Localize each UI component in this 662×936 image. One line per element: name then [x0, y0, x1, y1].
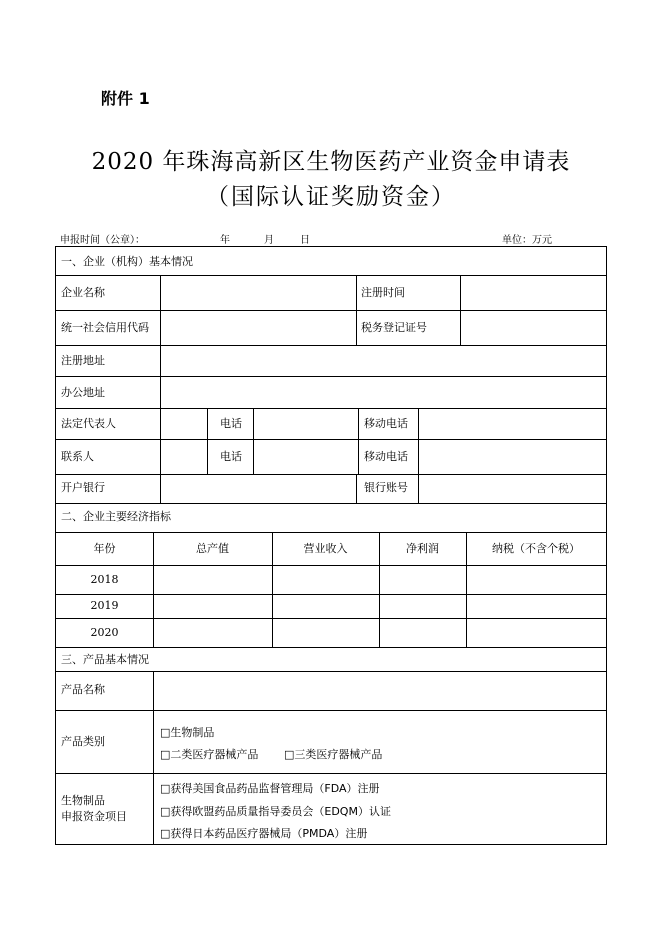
col-total-output: 总产值 — [196, 542, 229, 555]
contact-phone-label: 电话 — [220, 450, 242, 463]
month-label: 月 — [264, 235, 274, 246]
col-tax: 纳税（不含个税） — [492, 542, 580, 555]
credit-code-label: 统一社会信用代码 — [61, 321, 149, 334]
reg-address-label: 注册地址 — [61, 354, 105, 367]
col-year: 年份 — [93, 542, 116, 555]
form-subtitle: （国际认证奖励资金） — [206, 184, 456, 210]
legal-rep-label: 法定代表人 — [61, 417, 116, 430]
tax-reg-label: 税务登记证号 — [361, 321, 427, 334]
contact-label: 联系人 — [61, 450, 94, 463]
day-label: 日 — [300, 235, 310, 246]
option-edqm[interactable]: □获得欧盟药品质量指导委员会（EDQM）认证 — [160, 805, 391, 818]
option-class3-device[interactable]: □三类医疗器械产品 — [284, 748, 383, 761]
year-2018: 2018 — [90, 573, 119, 586]
report-time-label: 申报时间（公章）： — [60, 235, 145, 246]
col-net-profit: 净利润 — [406, 542, 439, 555]
option-biologics[interactable]: □生物制品 — [160, 726, 215, 739]
application-table — [55, 246, 607, 845]
legal-rep-phone-label: 电话 — [220, 417, 242, 430]
product-category-label: 产品类别 — [61, 735, 105, 748]
bio-project-label-line1: 生物制品 — [61, 794, 105, 807]
attachment-label: 附件 1 — [101, 89, 150, 108]
option-pmda[interactable]: □获得日本药品医疗器械局（PMDA）注册 — [160, 827, 368, 840]
form-title: 2020 年珠海高新区生物医药产业资金申请表 — [91, 149, 571, 175]
col-revenue: 营业收入 — [303, 542, 348, 555]
unit-label: 单位：万元 — [502, 235, 552, 246]
section1-title: 一、企业（机构）基本情况 — [61, 255, 193, 268]
year-label: 年 — [220, 235, 230, 246]
office-address-label: 办公地址 — [61, 386, 105, 399]
reg-time-label: 注册时间 — [361, 286, 405, 299]
product-name-label: 产品名称 — [61, 683, 105, 696]
company-name-label: 企业名称 — [61, 286, 105, 299]
bio-project-label-line2: 申报资金项目 — [61, 810, 127, 823]
option-fda[interactable]: □获得美国食品药品监督管理局（FDA）注册 — [160, 782, 380, 795]
bank-label: 开户银行 — [61, 481, 105, 494]
legal-rep-mobile-label: 移动电话 — [364, 417, 408, 430]
option-class2-device[interactable]: □二类医疗器械产品 — [160, 748, 259, 761]
year-2019: 2019 — [90, 599, 119, 612]
bank-account-label: 银行账号 — [364, 481, 408, 494]
section2-title: 二、企业主要经济指标 — [61, 510, 171, 523]
year-2020: 2020 — [90, 626, 119, 639]
contact-mobile-label: 移动电话 — [364, 450, 408, 463]
section3-title: 三、产品基本情况 — [61, 653, 149, 666]
